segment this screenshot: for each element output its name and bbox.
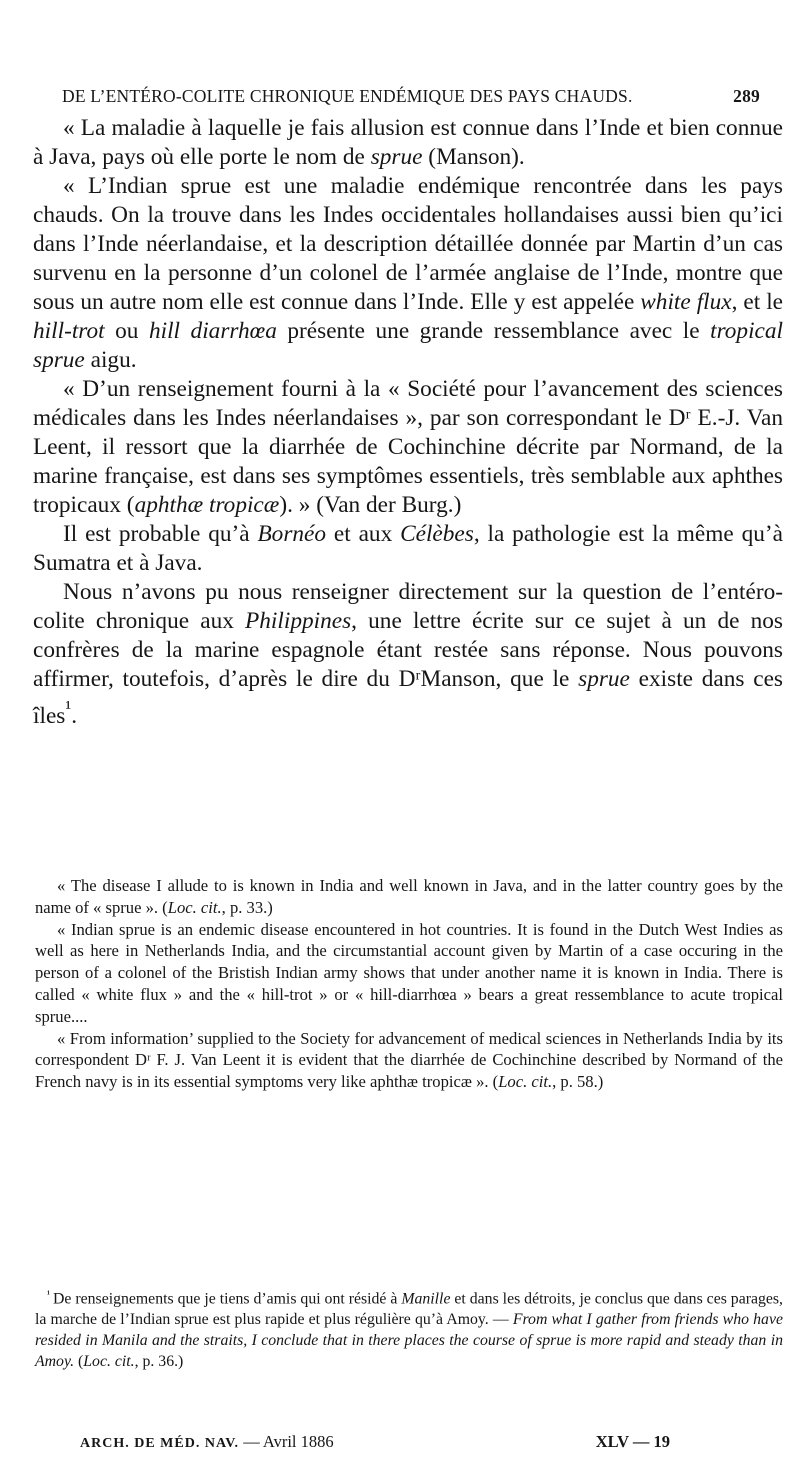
- english-quotations: [35, 875, 783, 1093]
- issue-date: — Avril 1886: [239, 1432, 334, 1451]
- place-philippines: Philippines: [245, 608, 352, 634]
- main-text: [33, 114, 783, 731]
- paragraph-1: « La maladie à laquelle je fais allusion est connue dans l’Inde et bien connue à Java, pays où elle porte le nom de sprue (Manson).: [33, 115, 783, 170]
- place-borneo: Bornéo: [257, 521, 327, 547]
- term-tropical-sprue: tropical sprue: [33, 318, 783, 373]
- place-celebes: Célèbes: [400, 521, 474, 547]
- footnote: $^{^1}$ De renseignements que je tiens d’amis qui ont résidé à Manille et dans les détroits, je conclus que dans ces parages, la marche de l’Indian sprue est plus rapide et plus régulière qu’à Amoy. — From what I gather from friends who have resided in Manila and the straits, I conclude that in there places the course of sprue is more rapid and steady than in Amoy. (Loc. cit., p. 36.): [35, 1289, 783, 1371]
- quote-3: « From information’ supplied to the Society for advancement of medical sciences in Netherlands India by its correspondent Dʳ F. J. Van Leent it is evident that the diarrhée de Cochinchine described by Normand of the French navy is in its essential symptoms very like aphthæ tropicæ ». (Loc. cit., p. 58.): [35, 1028, 783, 1092]
- term-white-flux: white flux: [640, 289, 732, 315]
- term-sprue-2: sprue: [578, 666, 630, 692]
- running-title: DE L’ENTÉRO-COLITE CHRONIQUE ENDÉMIQUE DES PAYS CHAUDS.: [62, 86, 633, 106]
- footnote-english: From what I gather from friends who have resided in Manila and the straits, I conclude that in there places the course of sprue is more rapid and steady than in Amoy.: [35, 1311, 783, 1371]
- term-hill-diarrhoea: hill diarrhœa: [148, 318, 277, 344]
- paragraph-2: « L’Indian sprue est une maladie endémique rencontrée dans les pays chauds. On la trouve dans les Indes occidentales hollandaises aussi bien qu’ici dans l’Inde néerlandaise, et la description détaillée donnée par Martin d’un cas survenu en la personne d’un colonel de l’armée anglaise de l’Inde, montre que sous un autre nom elle est connue dans l’Inde. Elle y est appelée white flux, et le hill-trot ou hill diarrhœa présente une grande ressemblance avec le tropical sprue aigu.: [33, 173, 784, 373]
- journal-abbrev: ARCH. DE MÉD. NAV.: [80, 1436, 240, 1451]
- loc-cit: Loc. cit.: [83, 1353, 135, 1371]
- place-manille: Manille: [401, 1290, 451, 1308]
- page-number: 289: [733, 86, 760, 106]
- term-sprue: sprue: [370, 144, 423, 170]
- paragraph-5: Nous n’avons pu nous renseigner directement sur la question de l’entéro-colite chronique aux Philippines, une lettre écrite sur ce sujet à un de nos confrères de la marine espagnole étant restée sans réponse. Nous pouvons affirmer, toutefois, d’après le dire du DʳManson, que le sprue existe dans ces îles$^{^1}$.: [33, 579, 783, 729]
- term-aphthae-tropicae: aphthæ tropicæ: [134, 492, 280, 518]
- quote-1: « The disease I allude to is known in India and well known in Java, and in the latter country goes by the name of « sprue ». (Loc. cit., p. 33.): [35, 876, 783, 917]
- term-hill-trot: hill-trot: [33, 318, 105, 344]
- loc-cit: Loc. cit.: [167, 897, 222, 917]
- quote-2: « Indian sprue is an endemic disease encountered in hot countries. It is found in the Dutch West Indies as well as here in Netherlands India, and the circumstantial account given by Martin of a case occuring in the person of a colonel of the Bristish Indian army shows that under another name it is known in India. There is called « white flux » and the « hill-trot » or « hill-diarrhœa » bears a great ressemblance to acute tropical sprue....: [35, 919, 783, 1026]
- paragraph-4: Il est probable qu’à Bornéo et aux Célèbes, la pathologie est la même qu’à Sumatra et à Java.: [33, 521, 783, 576]
- footnote-marker: ¹: [47, 1289, 50, 1300]
- paragraph-3: « D’un renseignement fourni à la « Société pour l’avancement des sciences médicales dans les Indes néerlandaises », par son correspondant le Dʳ E.-J. Van Leent, il ressort que la diarrhée de Cochinchine décrite par Normand, de la marine française, est dans ses symptômes essentiels, très semblable aux aphthes tropicaux (aphthæ tropicæ). » (Van der Burg.): [33, 376, 783, 518]
- footnote-ref: ¹: [65, 698, 72, 719]
- sheet-signature: XLV — 19: [595, 1432, 670, 1451]
- loc-cit: Loc. cit.: [498, 1072, 553, 1092]
